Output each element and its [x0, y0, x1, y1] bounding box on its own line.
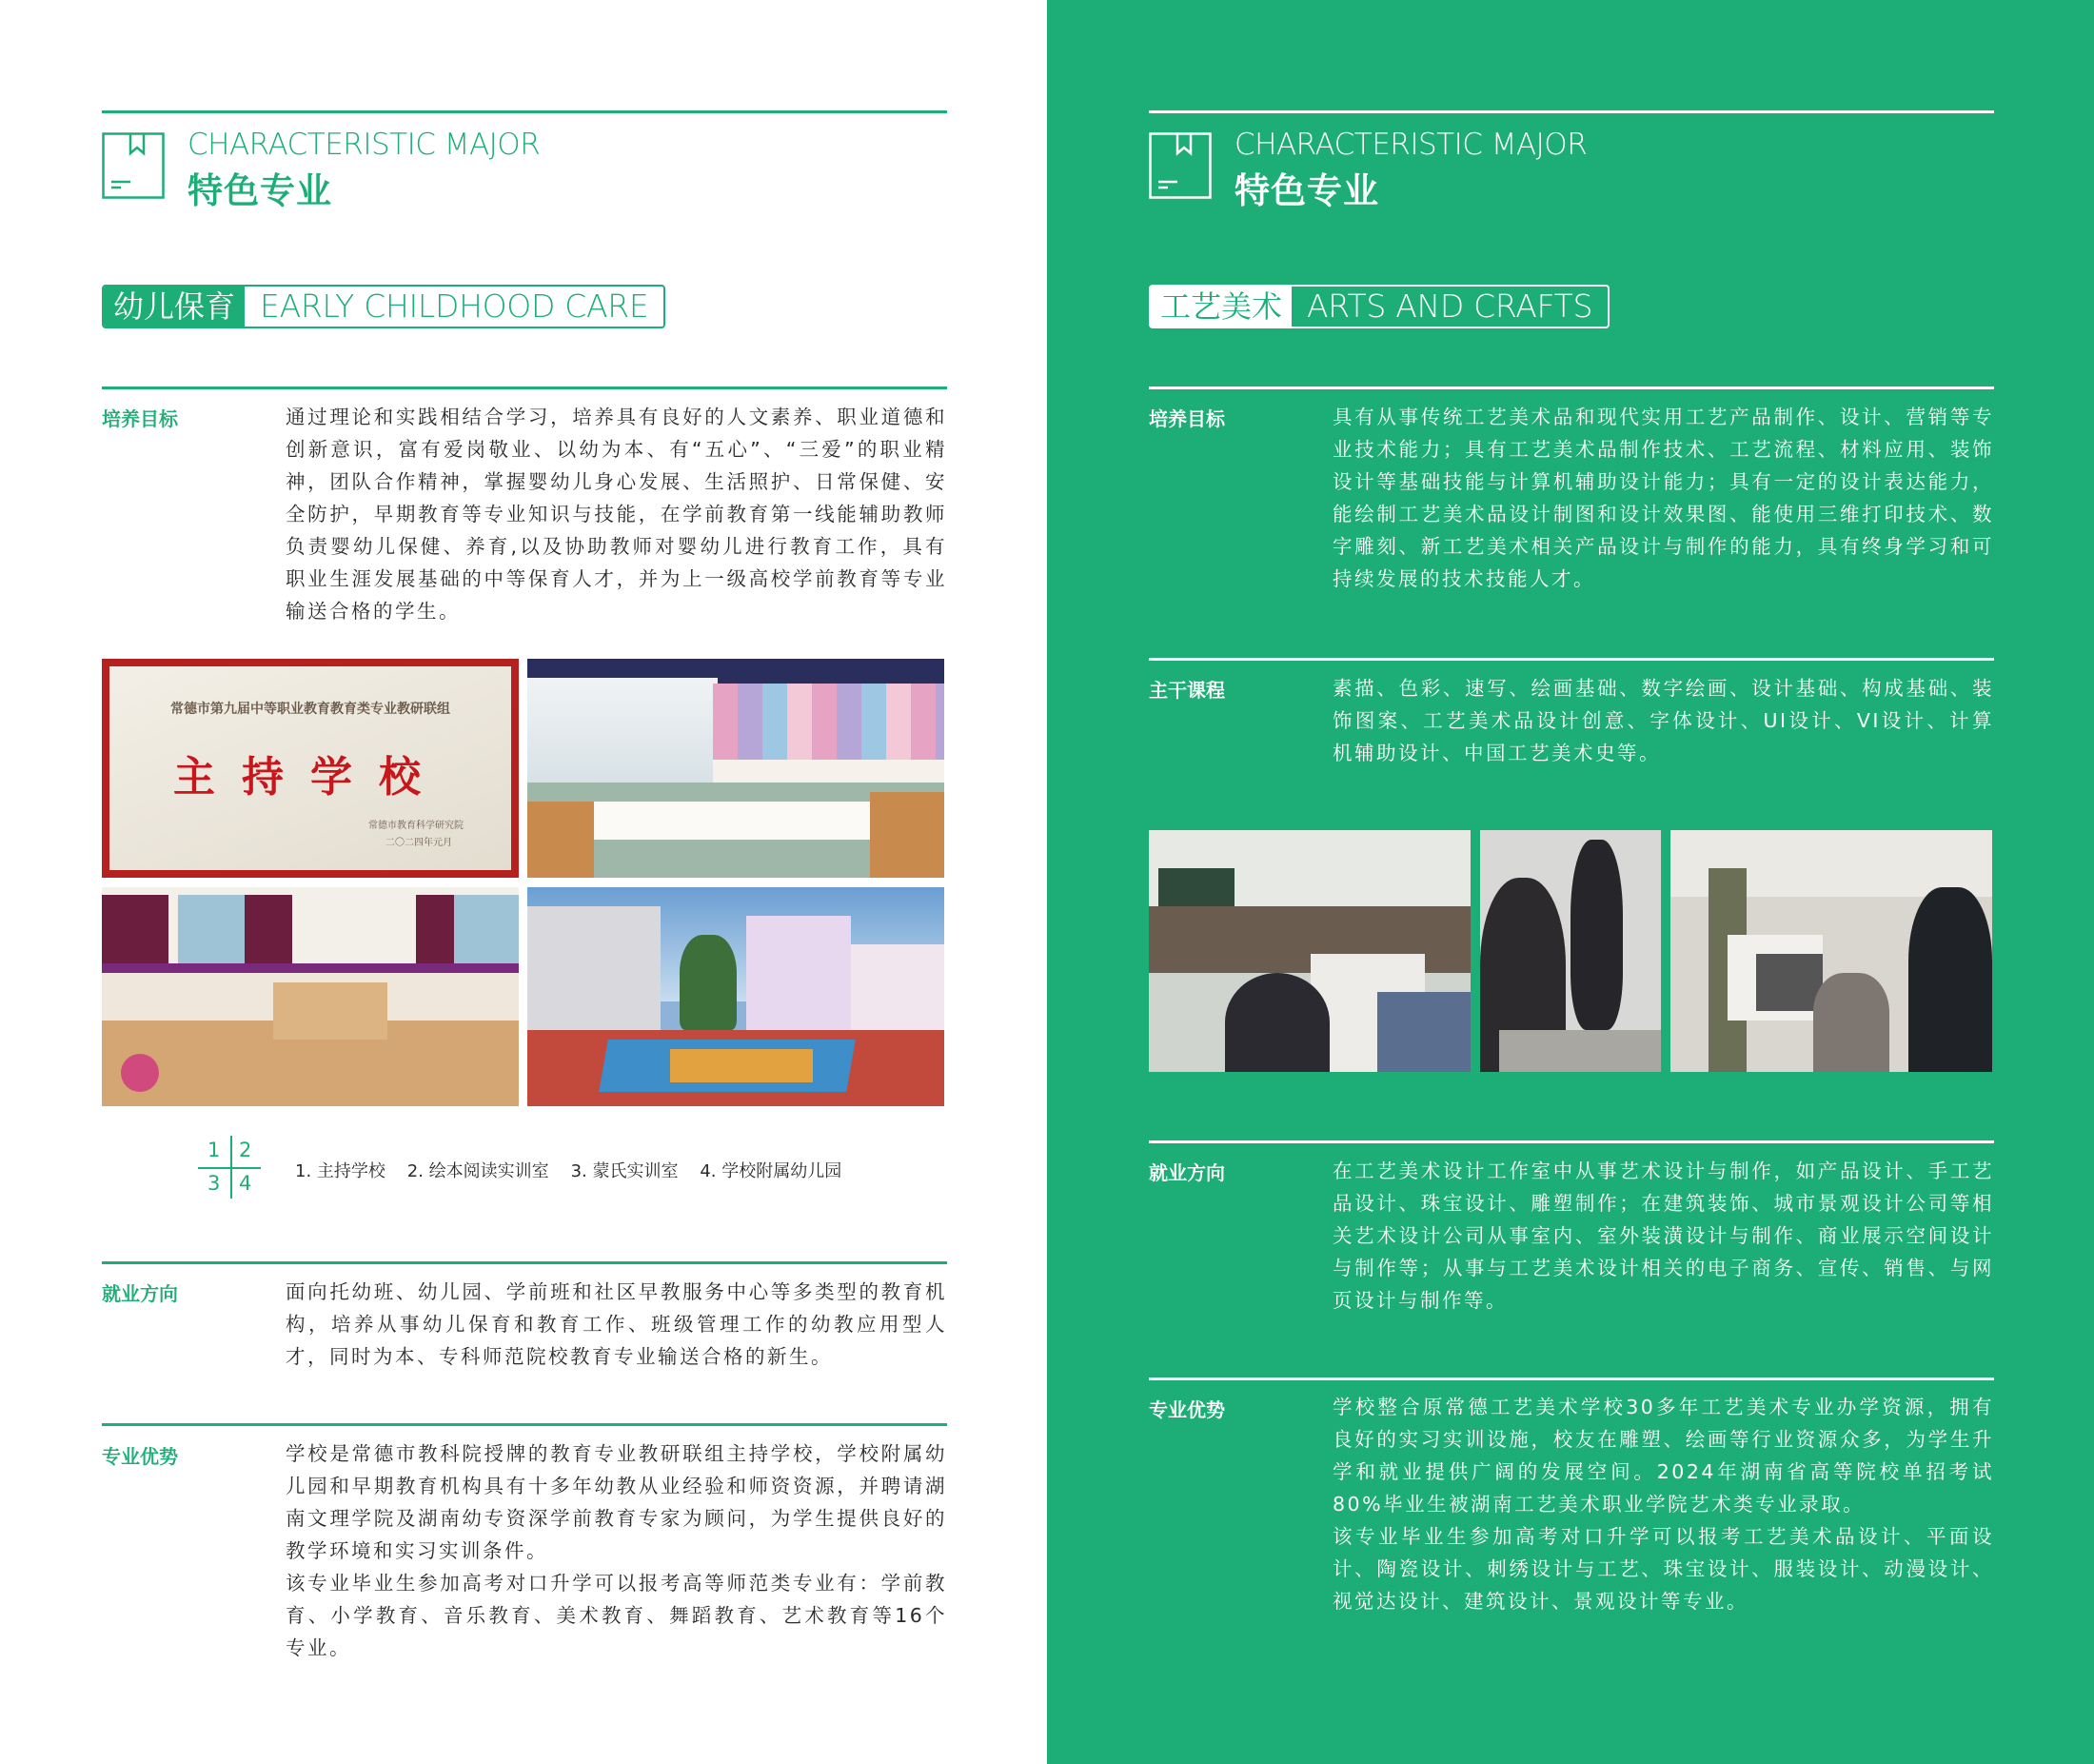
- advantage-paragraph-1: 学校整合原常德工艺美术学校30多年工艺美术专业办学资源，拥有良好的实习实训设施，校友在雕塑、绘画等行业资源众多，为学生升学和就业提供广阔的发展空间。2024年湖南省高等院校单招考试80%毕业生被湖南工艺美术职业学院艺术类专业录取。: [1333, 1396, 1994, 1516]
- header-english-title: CHARACTERISTIC MAJOR: [188, 128, 541, 162]
- major-title-badge: [102, 285, 665, 328]
- goal-text: 具有从事传统工艺美术品和现代实用工艺产品制作、设计、营销等专业技术能力；具有工艺美术品制作技术、工艺流程、材料应用、装饰设计等基础技能与计算机辅助设计能力；具有一定的设计表达能力，能绘制工艺美术品设计制图和设计效果图、能使用三维打印技术、数字雕刻、新工艺美术相关产品设计与制作的能力，具有终身学习和可持续发展的技术技能人才。: [1333, 406, 1994, 590]
- header-chinese-title: 特色专业: [188, 170, 332, 211]
- right-page: [1047, 0, 2094, 1764]
- advantage-label: 专业优势: [102, 1445, 178, 1468]
- plaque-issuer: 常德市教育科学研究院: [368, 821, 464, 831]
- courses-label: 主干课程: [1149, 679, 1225, 702]
- photo-drawing-students: [1670, 830, 1992, 1072]
- career-label: 就业方向: [1149, 1161, 1225, 1184]
- legend-num-2: 2: [239, 1139, 252, 1161]
- career-label: 就业方向: [102, 1282, 178, 1305]
- career-text: 在工艺美术设计工作室中从事艺术设计与制作，如产品设计、手工艺品设计、珠宝设计、雕塑制作；在建筑装饰、城市景观设计公司等相关艺术设计公司从事室内、室外装潢设计与制作、商业展示空间设计与制作等；从事与工艺美术设计相关的电子商务、宣传、销售、与网页设计与制作等。: [1333, 1159, 1994, 1312]
- plaque-org: 常德市第九届中等职业教育教育类专业教研联组: [170, 702, 450, 717]
- advantage-paragraph-1: 学校是常德市教科院授牌的教育专业教研联组主持学校，学校附属幼儿园和早期教育机构具有十多年幼教从业经验和师资资源，并聘请湖南文理学院及湖南幼专资深学前教育专家为顾问，为学生提供良好的教学环境和实习实训条件。: [286, 1442, 947, 1562]
- bookmark-book-icon: [102, 132, 165, 199]
- legend-num-1: 1: [207, 1139, 221, 1161]
- plaque-date: 二〇二四年元月: [385, 838, 452, 848]
- photo-sketch-class: [1149, 830, 1471, 1072]
- photo-reading-room: [527, 659, 944, 878]
- major-title-en: EARLY CHILDHOOD CARE: [260, 287, 649, 325]
- photo-vase-painting: [1480, 830, 1661, 1072]
- career-text: 面向托幼班、幼儿园、学前班和社区早教服务中心等多类型的教育机构，培养从事幼儿保育和教育工作、班级管理工作的幼教应用型人才，同时为本、专科师范院校教育专业输送合格的新生。: [286, 1280, 947, 1368]
- legend-num-3: 3: [207, 1172, 221, 1195]
- goal-label: 培养目标: [1149, 407, 1225, 430]
- photo-caption: 1. 主持学校 2. 绘本阅读实训室 3. 蒙氏实训室 4. 学校附属幼儿园: [295, 1161, 842, 1181]
- goal-text: 通过理论和实践相结合学习，培养具有良好的人文素养、职业道德和创新意识，富有爱岗敬业、以幼为本、有“五心”、“三爱”的职业精神，团队合作精神，掌握婴幼儿身心发展、生活照护、日常保健、安全防护，早期教育等专业知识与技能，在学前教育第一线能辅助教师负责婴幼儿保健、养育,以及协助教师对婴幼儿进行教育工作，具有职业生涯发展基础的中等保育人才，并为上一级高校学前教育等专业输送合格的学生。: [286, 406, 947, 623]
- section-rule: [102, 1423, 947, 1426]
- section-rule: [1149, 658, 1994, 661]
- section-rule: [102, 1261, 947, 1264]
- major-title-badge: [1149, 285, 1610, 328]
- photo-montessori-room: [102, 887, 519, 1106]
- plaque-title: 主持学校: [173, 753, 447, 802]
- section-rule: [1149, 1140, 1994, 1143]
- section-rule: [102, 386, 947, 389]
- photo-plaque: [102, 659, 519, 878]
- legend-hline: [198, 1167, 261, 1169]
- legend-num-4: 4: [239, 1172, 252, 1195]
- header-english-title: CHARACTERISTIC MAJOR: [1235, 128, 1588, 162]
- bookmark-book-icon: [1149, 132, 1212, 199]
- header-rule: [102, 110, 947, 113]
- major-title-cn: 幼儿保育: [104, 287, 245, 327]
- advantage-label: 专业优势: [1149, 1398, 1225, 1421]
- advantage-text: [1333, 1391, 1994, 1617]
- advantage-paragraph-2: 该专业毕业生参加高考对口升学可以报考高等师范类专业有：学前教育、小学教育、音乐教育、美术教育、舞蹈教育、艺术教育等16个专业。: [286, 1572, 947, 1659]
- section-rule: [1149, 1378, 1994, 1380]
- section-rule: [1149, 386, 1994, 389]
- header-chinese-title: 特色专业: [1235, 170, 1379, 211]
- advantage-text: [286, 1437, 947, 1664]
- header-rule: [1149, 110, 1994, 113]
- major-title-en: ARTS AND CRAFTS: [1307, 287, 1593, 325]
- advantage-paragraph-2: 该专业毕业生参加高考对口升学可以报考工艺美术品设计、平面设计、陶瓷设计、刺绣设计与工艺、珠宝设计、服装设计、动漫设计、视觉达设计、建筑设计、景观设计等专业。: [1333, 1525, 1994, 1613]
- goal-label: 培养目标: [102, 407, 178, 430]
- photo-kindergarten: [527, 887, 944, 1106]
- courses-text: 素描、色彩、速写、绘画基础、数字绘画、设计基础、构成基础、装饰图案、工艺美术品设计创意、字体设计、UI设计、VI设计、计算机辅助设计、中国工艺美术史等。: [1333, 677, 1994, 764]
- major-title-cn: 工艺美术: [1151, 287, 1292, 327]
